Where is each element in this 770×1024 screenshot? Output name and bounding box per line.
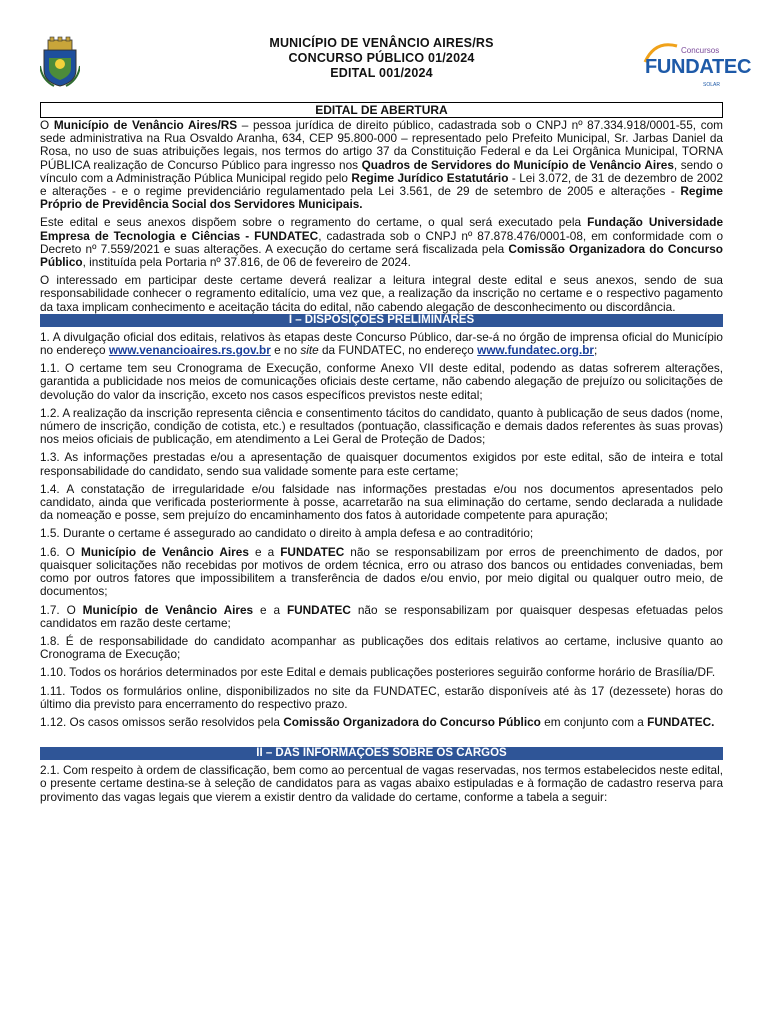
clause-1-6: 1.6. O Município de Venâncio Aires e a FUNDATEC não se responsabilizam por erros de preenchimento de dados, por quaisquer solicitações não recebidas por motivos de ordem técnica, erro ou atraso dos bancos ou entidades conveniadas, bem como por outros fatores que impossibilitem a transferência de dados e/ou envio, por meio digital ou qualquer outro meio, de documentos;	[40, 544, 723, 599]
document-header	[40, 30, 752, 98]
clause-1-12: 1.12. Os casos omissos serão resolvidos pela Comissão Organizadora do Concurso Público em conjunto com a FUNDATEC.	[40, 714, 715, 729]
clause-1-10: 1.10. Todos os horários determinados por este Edital e demais publicações posteriores seguirão conforme horário de Brasília/DF.	[40, 665, 716, 680]
section-2-heading: II – DAS INFORMAÇÕES SOBRE OS CARGOS	[40, 747, 723, 760]
clause-1-1: 1.1. O certame tem seu Cronograma de Execução, conforme Anexo VII deste edital, podendo as datas sofrerem alterações, garantida a publicidade nos meios de comunicações oficiais deste certame, não cabendo alegação de prejuízo ou solicitações de devolução do valor da inscrição, exceto nos casos específicos previstos neste edital;	[40, 361, 723, 402]
logo-tagline: SOLAR	[703, 82, 720, 88]
venancioaires-link[interactable]: www.venancioaires.rs.gov.br	[108, 343, 271, 358]
clause-1-7: 1.7. O Município de Venâncio Aires e a FUNDATEC não se responsabilizam por quaisquer despesas efetuadas pelos candidatos em razão deste certame;	[40, 602, 723, 630]
intro-paragraph-1: O Município de Venâncio Aires/RS – pessoa jurídica de direito público, cadastrada sob o CNPJ nº 87.334.918/0001-55, com sede administrativa na Rua Osvaldo Aranha, 634, CEP 95.800-000 – representado pelo Prefeito Municipal, Sr. Jarbas Daniel da Rosa, no uso de suas atribuições legais, nos termos do artigo 37 da Constituição Federal e da Lei Orgânica Municipal, TORNA PÚBLICA realização de Concurso Público para ingresso nos Quadros de Servidores do Município de Venâncio Aires, sendo o vínculo com a Administração Pública Municipal regido pelo Regime Jurídico Estatutário - Lei 3.072, de 31 de dezembro de 2002 e alterações - e o regime previdenciário regulamentado pela Lei 3.561, de 29 de setembro de 2005 e alterações - Regime Próprio de Previdência Social dos Servidores Municipais.	[40, 118, 723, 212]
document-page	[40, 30, 752, 804]
fundatec-logo	[641, 42, 752, 90]
intro-paragraph-3: O interessado em participar deste certame deverá realizar a leitura integral deste edital e seus anexos, sendo de sua responsabilidade conhecer o regramento editalício, uma vez que, a realização da inscrição no certame e o respectivo pagamento da taxa implicam conhecimento e aceitação tácita do edital, não cabendo alegação de desconhecimento ou discordância.	[40, 273, 723, 314]
logo-subtitle: Concursos	[681, 46, 720, 55]
logo-brand: FUNDATEC	[645, 56, 752, 78]
clause-1: 1. A divulgação oficial dos editais, relativos às etapas deste Concurso Público, dar-se-á no órgão de imprensa oficial do Município no endereço www.venancioaires.rs.gov.br e no site da FUNDATEC, no endereço www.fundatec.org.br;	[40, 329, 723, 358]
clause-1-3: 1.3. As informações prestadas e/ou a apresentação de quaisquer documentos exigidos por este edital, são de inteira e total responsabilidade do candidato, sendo sua validade somente para este certame;	[40, 450, 723, 478]
section-1-heading: I – DISPOSIÇÕES PRELIMINARES	[40, 314, 723, 327]
document-heading	[40, 36, 723, 81]
clause-2-1: 2.1. Com respeito à ordem de classificação, bem como ao percentual de vagas reservadas, nos termos estabelecidos neste edital, o presente certame destina-se à seleção de candidatos para as vagas abaixo estipuladas e à formação de cadastro reserva para provimento das vagas legais que vierem a existir dentro da validade do certame, conforme a tabela a seguir:	[40, 763, 723, 804]
edital-number: EDITAL 001/2024	[330, 66, 433, 80]
intro-paragraph-2: Este edital e seus anexos dispõem sobre o regramento do certame, o qual será executado pela Fundação Universidade Empresa de Tecnologia e Ciências - FUNDATEC, cadastrada sob o CNPJ nº 87.878.476/0001-08, em conformidade com o Decreto nº 7.559/2021 e suas alterações. A execução do certame será fiscalizada pela Comissão Organizadora do Concurso Público, instituída pela Portaria nº 37.816, de 06 de fevereiro de 2024.	[40, 215, 724, 270]
clause-1-4: 1.4. A constatação de irregularidade e/ou falsidade nas informações prestadas e/ou nos documentos apresentados pelo candidato, ainda que verificada posteriormente à posse, acarretarão na sua eliminação do certame, sendo declarada a nulidade da nomeação e posse, sem prejuízo do encaminhamento dos fatos à autoridade competente para apuração;	[40, 481, 723, 523]
fundatec-link[interactable]: www.fundatec.org.br	[477, 343, 595, 358]
document-title: EDITAL DE ABERTURA	[40, 102, 723, 118]
clause-1-11: 1.11. Todos os formulários online, disponibilizados no site da FUNDATEC, estarão disponíveis até às 17 (dezessete) horas do último dia previsto para encerramento do respectivo prazo.	[40, 683, 723, 711]
clause-1-5: 1.5. Durante o certame é assegurado ao candidato o direito à ampla defesa e ao contraditório;	[40, 526, 534, 541]
clause-1-8: 1.8. É de responsabilidade do candidato acompanhar as publicações dos editais relativos ao certame, inclusive quanto ao Cronograma de Execução;	[40, 633, 723, 662]
section-spacer	[40, 729, 723, 747]
municipality-title: MUNICÍPIO DE VENÂNCIO AIRES/RS	[269, 36, 494, 50]
clause-1-2: 1.2. A realização da inscrição representa ciência e consentimento tácitos do candidato, quanto à publicação de seus dados (nome, número de inscrição, condição de cotista, etc.) e resultados (pontuação, classificação e demais dados referentes às suas provas) nos meios oficiais de publicação, em atendimento a Lei Geral de Proteção de Dados;	[40, 405, 723, 447]
contest-title: CONCURSO PÚBLICO 01/2024	[288, 51, 475, 65]
